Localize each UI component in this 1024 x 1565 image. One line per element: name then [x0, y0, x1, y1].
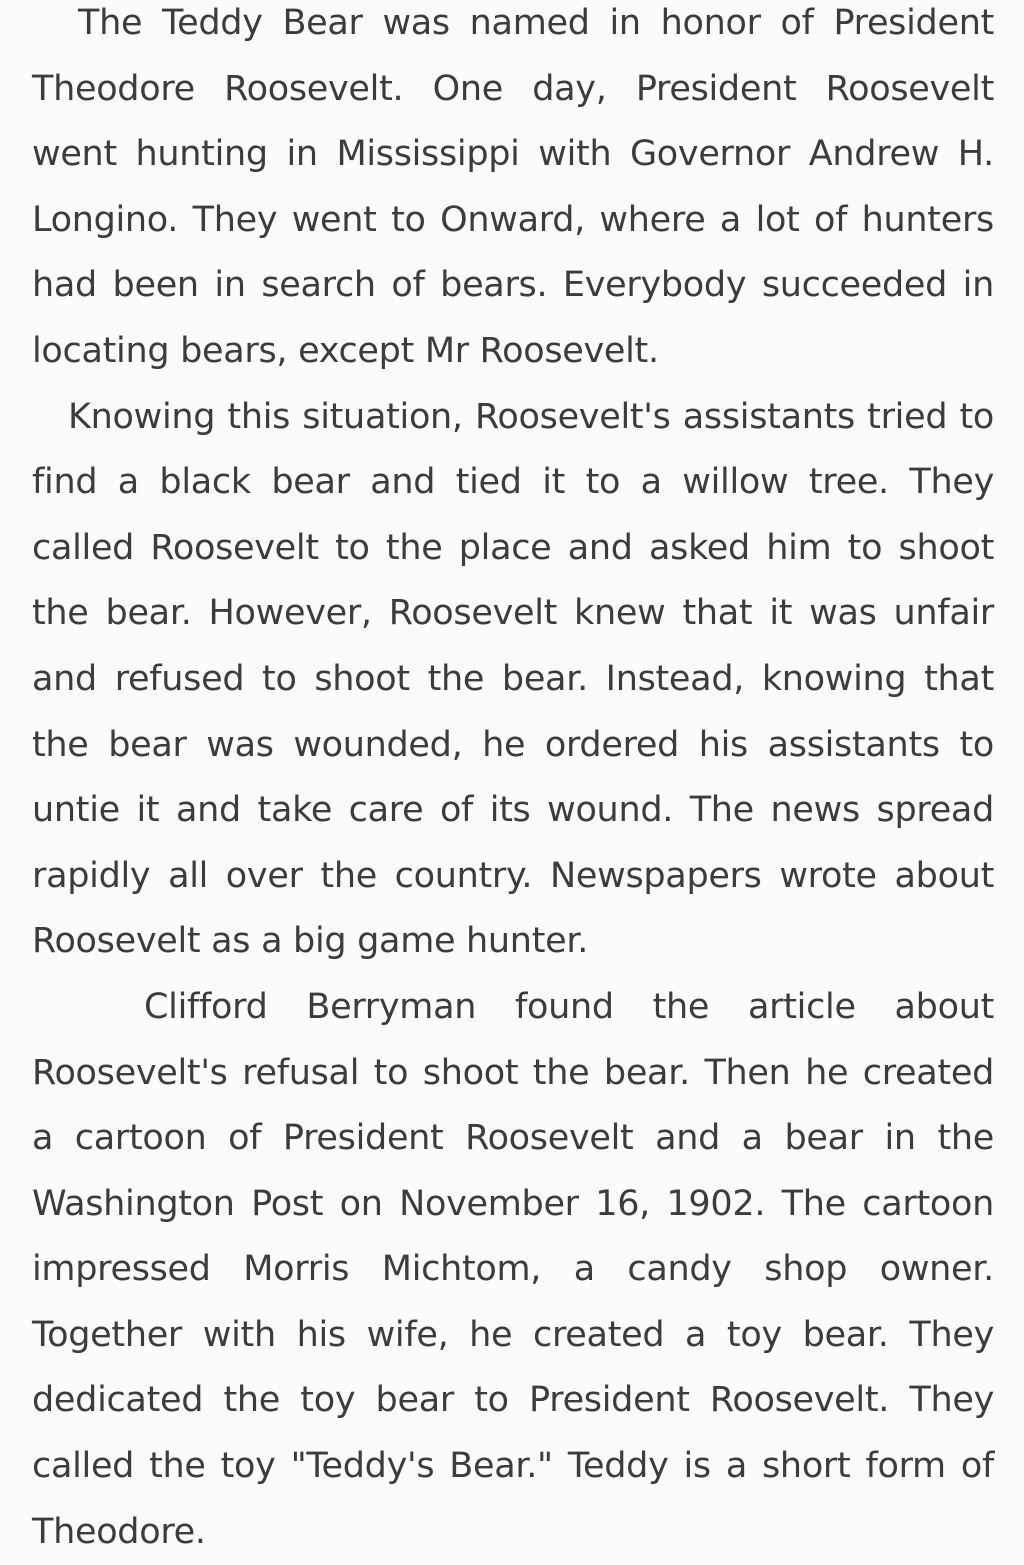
paragraph-2: Knowing this situation, Roosevelt's assistants tried to find a black bear and tied it to a willow tree. They called Roosevelt to the place and asked him to shoot the bear. However, Roosevelt knew that it was unfair and refused to shoot the bear. Instead, knowing that the bear was wounded, he ordered his assistants to untie it and take care of its wound. The news spread rapidly all over the country. Newspapers wrote about Roosevelt as a big game hunter.: [32, 396, 994, 962]
paragraph-3: Clifford Berryman found the article about Roosevelt's refusal to shoot the bear. Then he created a cartoon of President Roosevelt and a bear in the Washington Post on November 16, 1902. The cartoon impressed Morris Michtom, a candy shop owner. Together with his wife, he created a toy bear. They dedicated the toy bear to President Roosevelt. They called the toy "Teddy's Bear." Teddy is a short form of Theodore.: [32, 986, 994, 1552]
paragraph-1: The Teddy Bear was named in honor of President Theodore Roosevelt. One day, President Roosevelt went hunting in Mississippi with Governor Andrew H. Longino. They went to Onward, where a lot of hunters had been in search of bears. Everybody succeeded in locating bears, except Mr Roosevelt.: [32, 3, 994, 371]
